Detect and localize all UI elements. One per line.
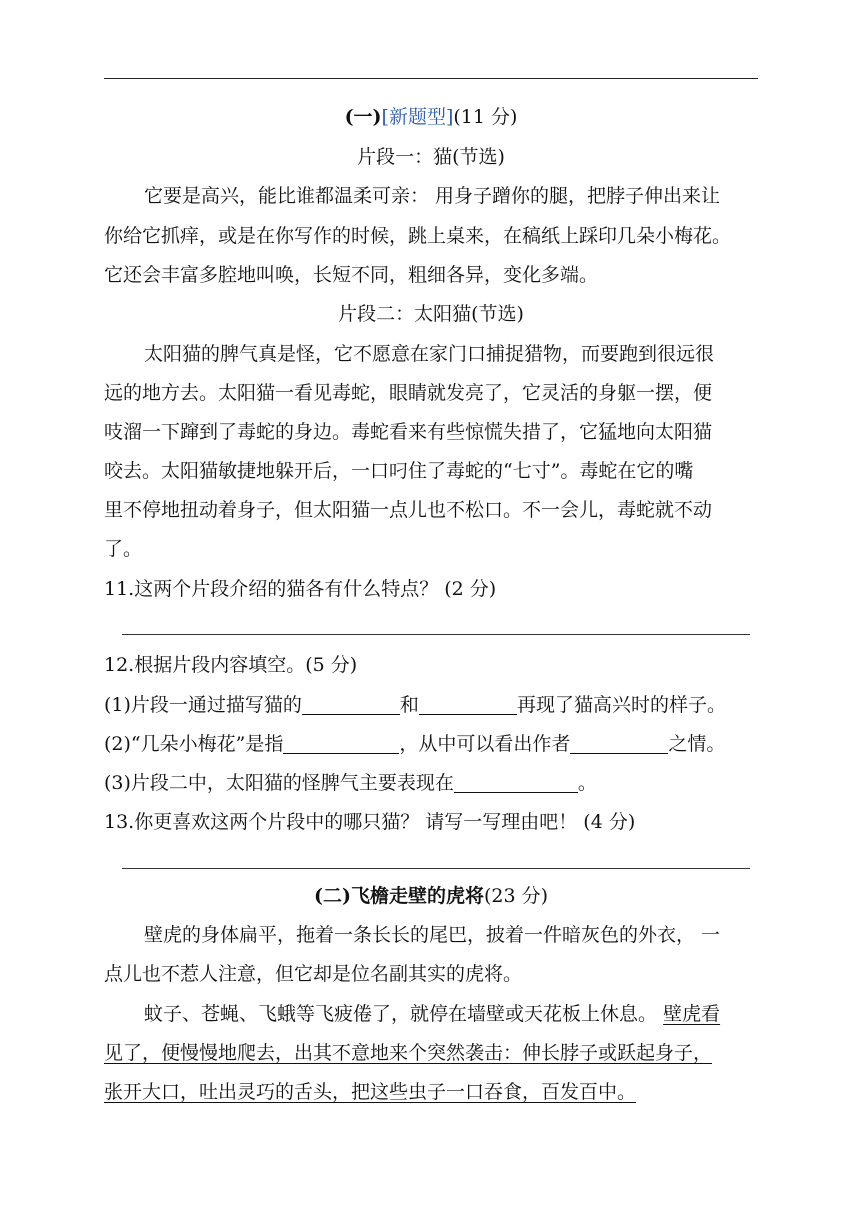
q12-2-blank-2[interactable] [570,733,668,754]
q12-1-text: 再现了猫高兴时的样子。 [516,694,726,716]
section2-title: (二)飞檐走壁的虎将 [313,885,484,907]
section2-para2-line [104,1001,758,1027]
section1-heading [104,104,758,130]
q12-1-blank-1[interactable] [302,694,400,715]
section1-tag: [新题型] [381,106,454,128]
q12-2-text: (2)“几朵小梅花”是指 [104,733,284,755]
excerpt1-line: 它要是高兴，能比谁都温柔可亲： 用身子蹭你的腿，把脖子伸出来让 [144,185,721,207]
section1-prefix: (一) [344,106,382,128]
q12-3-text: 。 [577,772,597,794]
answer-line-q11[interactable] [122,634,750,635]
excerpt2-line: 远的地方去。太阳猫一看见毒蛇，眼睛就发亮了，它灵活的身躯一摆，便 [104,382,713,404]
q12-2-text: ，从中可以看出作者 [399,733,571,755]
excerpt2-title: 片段二：太阳猫(节选) [338,303,524,325]
excerpt2-line: 了。 [104,538,143,560]
question-12-3 [104,770,758,796]
q12-2-blank-1[interactable] [283,733,399,754]
section2-para1-line: 壁虎的身体扁平，拖着一条长长的尾巴，披着一件暗灰色的外衣， 一 [144,924,721,946]
q12-1-blank-2[interactable] [419,694,517,715]
question-13: 13.你更喜欢这两个片段中的哪只猫？ 请写一写理由吧！ (4 分) [104,811,636,833]
para2-underlined-text: 张开大口，吐出灵巧的舌头，把这些虫子一口吞食，百发百中。 [104,1081,637,1103]
q12-2-text: 之情。 [668,733,726,755]
excerpt2-line: 咬去。太阳猫敏捷地躲开后，一口叼住了毒蛇的“七寸”。毒蛇在它的嘴 [104,460,694,482]
question-12-1 [104,692,758,718]
para2-underlined-text: 壁虎看 [663,1003,721,1025]
question-11: 11.这两个片段介绍的猫各有什么特点？ (2 分) [104,578,497,600]
section1-score: (11 分) [453,106,518,128]
section2-para1-line: 点儿也不惹人注意，但它却是位名副其实的虎将。 [104,963,523,985]
section2-para2-line [104,1079,758,1105]
section2-heading [104,883,758,909]
para2-text: 蚊子、苍蝇、飞蛾等飞疲倦了，就停在墙壁或天花板上休息。 [144,1003,658,1025]
q12-3-blank[interactable] [454,772,578,793]
question-12-2 [104,731,758,757]
section2-score: (23 分) [483,885,549,907]
excerpt2-line: 里不停地扭动着身子，但太阳猫一点儿也不松口。不一会儿，毒蛇就不动 [104,499,713,521]
excerpt1-title: 片段一：猫(节选) [357,146,505,168]
question-12: 12.根据片段内容填空。(5 分) [104,654,358,676]
q12-3-text: (3)片段二中，太阳猫的怪脾气主要表现在 [104,772,454,794]
excerpt1-line: 它还会丰富多腔地叫唤，长短不同，粗细各异，变化多端。 [104,264,599,286]
section2-para2-line [104,1040,758,1066]
excerpt2-line: 吱溜一下蹿到了毒蛇的身边。毒蛇看来有些惊慌失措了，它猛地向太阳猫 [104,421,713,443]
answer-line-q13[interactable] [122,868,750,869]
excerpt1-line: 你给它抓痒，或是在你写作的时候，跳上桌来，在稿纸上踩印几朵小梅花。 [104,225,732,247]
excerpt2-line: 太阳猫的脾气真是怪，它不愿意在家门口捕捉猎物，而要跑到很远很 [144,343,715,365]
para2-underlined-text: 见了，便慢慢地爬去，出其不意地来个突然袭击：伸长脖子或跃起身子， [104,1042,713,1064]
q12-1-text: (1)片段一通过描写猫的 [104,694,302,716]
top-divider [104,78,758,79]
q12-1-text: 和 [399,694,419,716]
